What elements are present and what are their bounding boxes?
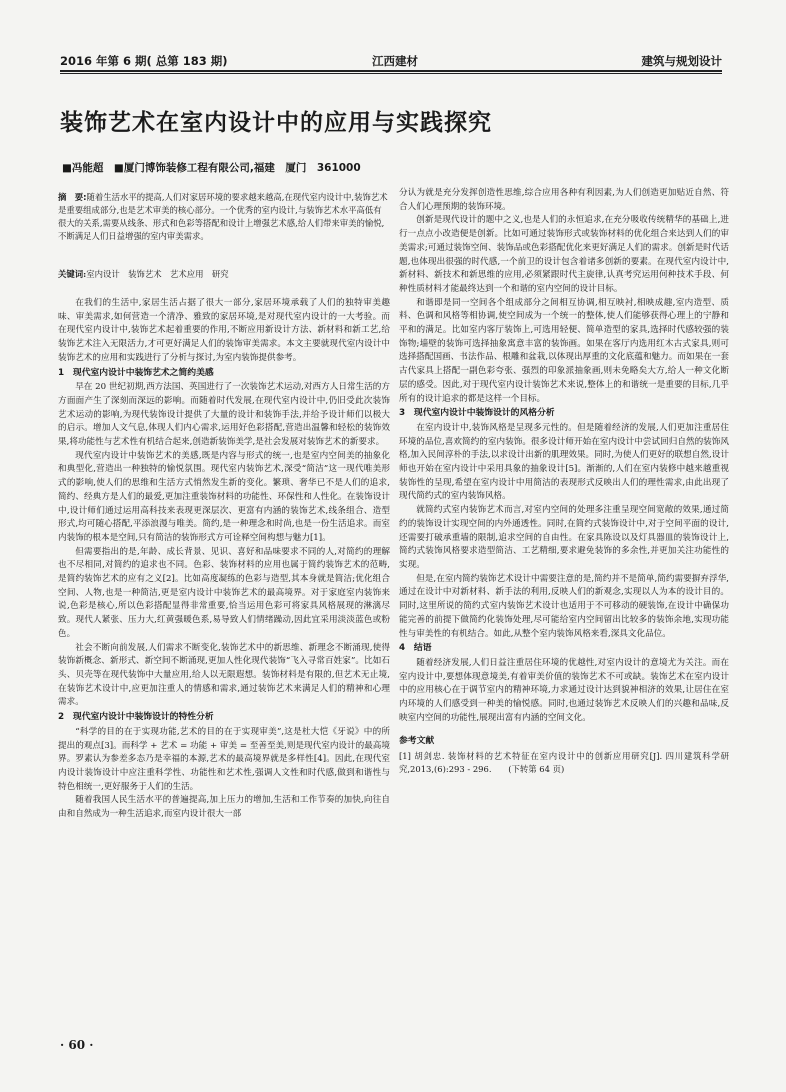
paragraph: 分认为就是充分发挥创造性思维,综合应用各种有利因素,为人们创造更加贴近自然、符合人们心理预期的装饰环境。 — [399, 188, 729, 212]
left-column — [58, 297, 390, 822]
paragraph: 在室内设计中,装饰风格是呈现多元性的。但是随着经济的发展,人们更加注重居住环境的品位,喜欢简约的室内装饰。很多设计师开始在室内设计中尝试回归自然的装饰风格,加入民间淳朴的手法,以求设计出新的肌理效果。同时,为使人们更好的联想自然,设计师也开始在室内设计中采用具象的抽象设计[5]。渐渐的,人们在室内装修中越来越重视装饰性的呈现,希望在室内设计中用简洁的表现形式反映出人们的理性需求,由此出现了现代简约式的室内装饰风格。 — [399, 422, 729, 502]
running-header — [60, 50, 722, 72]
issue-label: 2016 年第 6 期( 总第 183 期) — [60, 54, 228, 68]
paragraph: 但是,在室内简约装饰艺术设计中需要注意的是,简约并不是简单,简约需要摒弃浮华,通过在设计中对新材料、新手法的利用,反映人们的新观念,实现以人为本的设计目的。同时,这里所说的简约式室内装饰艺术设计也适用于不可移动的硬装饰,在设计中确保功能完善的前提下做简约化装饰处理,尽可能给室内空间留出比较多的装饰余地,实现功能性与审美性的有机结合。如此,从整个室内装饰风格来看,深具文化品位。 — [399, 573, 729, 639]
references-heading: 参考文献 — [399, 736, 435, 747]
paragraph: 在我们的生活中,家居生活占据了很大一部分,家居环境承载了人们的独特审美趣味、审美需求,如何营造一个清净、雅致的家居环境,是对现代室内设计的一大考验。而在现代室内设计中,装饰艺术起着重要的作用,不断应用新设计方法、新材料和新工艺,给装饰艺术注入无限活力,才可更好满足人们的装饰审美需求。本文主要就现代室内设计中装饰艺术的应用和实践进行了分析与探讨,为室内装饰提供参考。 — [58, 298, 390, 363]
paragraph: 就简约式室内装饰艺术而言,对室内空间的处理多注重呈现空间宽敞的效果,通过简约的装饰设计实现空间的内外通透性。同时,在简约式装饰设计中,对于空间平面的设计,还需要打破承重墙的限制,追求空间的自由性。在家具陈设以及灯具器皿的装饰设计上,简约式装饰风格要求造型简洁、工艺精细,要求避免装饰的多余性,并更加关注功能性的实现。 — [399, 505, 729, 570]
section-heading: 1 现代室内设计中装饰艺术之简约美感 — [58, 367, 214, 378]
abstract-text: 随着生活水平的提高,人们对家居环境的要求越来越高,在现代室内设计中,装饰艺术是重要组成部分,也是艺术审美的核心部分。一个优秀的室内设计,与装饰艺术水平高低有很大的关系,需要从线条、形式和色彩等搭配和设计上增强艺术感,给人们带来审美的愉悦,不断满足人们日益增强的室内审美需求。 — [58, 192, 388, 241]
paragraph: 随着经济发展,人们日益注重居住环境的优越性,对室内设计的意境尤为关注。而在室内设计中,要想体现意境美,有着审美价值的装饰艺术不可或缺。装饰艺术在室内设计中的应用核心在于调节室内的精神环境,力求通过设计达到貌神相济的效果,让居住在室内环境的人们感受到一种美的愉悦感。同时,也通过装饰艺术反映人们的兴趣和品味,反映室内空间的功能性,展现出富有内涵的空间文化。 — [399, 657, 729, 723]
paragraph: 创新是现代设计的题中之义,也是人们的永恒追求,在充分吸收传统精华的基础上,进行一点点小改造便是创新。比如可通过装饰形式或装饰材料的优化组合来达到人们的审美需求;可通过装饰空间、装饰品或色彩搭配优化来更好满足人们的需求。创新是时代话题,也体现出很强的时代感,一个前卫的设计包含着诸多创新的要素。在现代室内设计中,新材料、新技术和新思维的应用,必须紧跟时代主旋律,认真考究运用何种技术手段、何种性质材料才能最终达到一个和谐的室内空间的设计目标。 — [399, 215, 729, 294]
paragraph: 和谐即是同一空间各个组成部分之间相互协调,相互映衬,相映成趣,室内造型、质料、色调和风格等相协调,使空间成为一个统一的整体,使人们能够获得心理上的宁静和平和的满足。比如室内客厅装饰上,可选用轻便、简单造型的家具,选择时代感较强的装饰物;墙壁的装饰可选择抽象寓意丰富的装饰画。如果在客厅内选用红木古式家具,则可选择搭配国画、书法作品、根雕和盆栽,以体现出厚重的文化底蕴和魅力。而如果在一套古代家具上搭配一副色彩夸张、强烈的印象派抽象画,则未免略矣大方,给人一种文化断层的感受。因此,对于现代室内设计装饰艺术来说,整体上的和谐统一是重要的目标,几乎所有的设计追求的都是这样一个目标。 — [399, 297, 729, 404]
paragraph: 现代室内设计中装饰艺术的美感,既是内容与形式的统一,也是室内空间美的抽象化和典型化,营造出一种独特的愉悦氛围。现代室内装饰艺术,深受“简洁”这一现代唯美形式的影响,使人们的思维和生活方式悄然发生新的变化。繁琐、奢华已不是人们的追求,简约、经典方是人们的最爱,更加注重装饰材料的功能性、环保性和人性化。在装饰设计中,设计师们通过运用高科技来表现更深层次、更富有内涵的装饰艺术,线条组合、造型形式,均可随心搭配,平添浪漫与唯美。简约,是一种理念和时尚,也是一份生活追求。而室内装饰的根本是空间,只有简洁的装饰形式方可诠释空间构想与魅力[1]。 — [58, 450, 390, 543]
right-column — [399, 187, 729, 776]
journal-name: 江西建材 — [372, 54, 418, 68]
keywords — [58, 268, 388, 280]
section-heading: 3 现代室内设计中装饰设计的风格分析 — [399, 408, 555, 419]
abstract — [58, 191, 388, 243]
paragraph: 随着我国人民生活水平的普遍提高,加上压力的增加,生活和工作节奏的加快,向往自由和自然成为一种生活追求,而室内设计很大一部 — [58, 795, 390, 820]
section-name: 建筑与规划设计 — [641, 54, 722, 68]
section-heading: 4 结语 — [399, 643, 432, 654]
header-rule-thin — [60, 73, 722, 74]
abstract-label: 摘 要: — [58, 192, 87, 202]
paragraph: 早在 20 世纪初期,西方法国、英国进行了一次装饰艺术运动,对西方人日常生活的方方面面产生了深刻而深远的影响。而随着时代发展,在现代室内设计中,仍旧受此次装饰艺术运动的影响,为现代装饰设计提供了大量的设计和装饰手法,并给予设计师们以极大的启示。增加人文气息,体现人们内心需求,运用好色彩搭配,营造出温馨和轻松的装饰效果,将功能性与艺术性有机结合起来,创造新装饰美学,是社会发展对装饰艺术的新要求。 — [58, 382, 390, 448]
paragraph: 但需要指出的是,年龄、成长背景、见识、喜好和品味要求不同的人,对简约的理解也不尽相同,对简约的追求也不同。色彩、装饰材料的应用也属于简约装饰艺术的范畴,是简约装饰艺术的应有之义[2]。比如高度凝练的色彩与造型,其本身就是简洁;优化组合空间、人物,也是一种简洁,更是室内设计中装饰艺术的最高境界。对于家庭室内装饰来说,色彩是核心,所以色彩搭配显得非常重要,恰当运用色彩可将家具风格展现的淋漓尽致。现代人紧张、压力大,红黄强暖色系,易导致人们情绪躁动,因此宜采用淡淡蓝色或粉色。 — [58, 546, 390, 639]
header-rule — [60, 70, 722, 72]
author-line: ■冯能超 ■厦门博饰装修工程有限公司,福建 厦门 361000 — [62, 162, 361, 174]
keywords-text: 室内设计 装饰艺术 艺术应用 研究 — [86, 269, 229, 279]
keywords-label: 关键词: — [58, 269, 87, 279]
reference-item: [1] 胡剑忠. 装饰材料的艺术特征在室内设计中的创新应用研究[J]. 四川建筑科学研究,2013,(6):293 - 296. (下转第 64 页) — [399, 751, 729, 775]
section-heading: 2 现代室内设计中装饰设计的特性分析 — [58, 712, 214, 723]
paragraph: 社会不断向前发展,人们需求不断变化,装饰艺术中的新思维、新理念不断涌现,使得装饰新概念、新形式、新空间不断涌现,更加人性化现代装饰“飞入寻常百姓家”。比如石头、贝壳等在现代装饰中大量应用,给人以无限遐想。装饰材料是有限的,但艺术无止境,在装饰艺术设计中,应更加注重人的情感和需求,通过装饰艺术来满足人们的精神和心理需求。 — [58, 642, 390, 708]
page-number: · 60 · — [60, 1038, 94, 1052]
paragraph: “科学的目的在于实现功能,艺术的目的在于实现审美”,这是杜大恺《牙说》中的所提出的观点[3]。而科学 + 艺术 = 功能 + 审美 = 至善至美,则是现代室内设计的最高境界。罗素认为参差多态乃是幸福的本源,艺术的最高境界就是多样性[4]。因此,在现代室内设计装饰设计中应注重科学性、功能性和艺术性,强调人文性和时代感,做到和谐性与特色相统一,更好服务于人们的生活。 — [58, 726, 390, 792]
article-title: 装饰艺术在室内设计中的应用与实践探究 — [60, 110, 492, 136]
